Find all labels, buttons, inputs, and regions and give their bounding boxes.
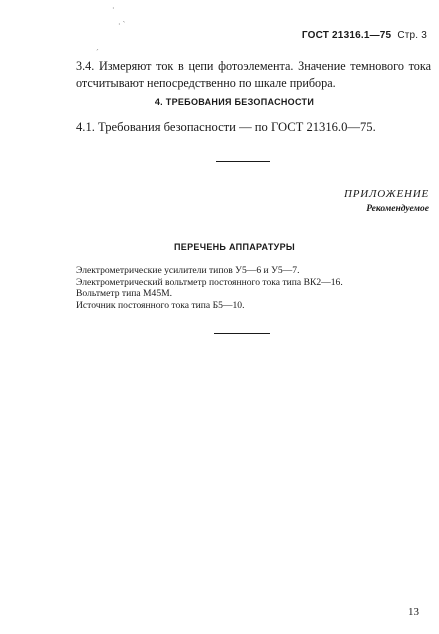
list-item: Электрометрический вольтметр постоянного тока типа ВК2—16. — [76, 276, 343, 288]
page-label: Стр. 3 — [397, 30, 427, 41]
appendix-status: Рекомендуемое — [366, 204, 429, 214]
paragraph-3-4: 3.4. Измеряют ток в цепи фотоэлемента. Значение темнового тока отсчитывают непосредственно по шкале прибора. — [76, 59, 431, 90]
margin-mark: · — [112, 4, 115, 13]
appendix-title: ПРИЛОЖЕНИЕ — [344, 188, 429, 200]
margin-mark: ˊ — [96, 48, 99, 57]
list-item: Электрометрические усилители типов У5—6 и У5—7. — [76, 265, 300, 276]
equipment-list-title: ПЕРЕЧЕНЬ АППАРАТУРЫ — [174, 242, 295, 252]
standard-number: ГОСТ 21316.1—75 — [301, 30, 392, 41]
margin-mark: · ˋ — [118, 20, 126, 29]
page-header — [302, 30, 427, 41]
paragraph-4-1: 4.1. Требования безопасности — по ГОСТ 21316.0—75. — [76, 120, 376, 134]
equipment-list — [76, 265, 343, 311]
section-title-safety: 4. ТРЕБОВАНИЯ БЕЗОПАСНОСТИ — [154, 97, 315, 107]
page-number: 13 — [408, 606, 419, 618]
list-item: Вольтметр типа М45М. — [76, 288, 173, 299]
divider — [214, 333, 270, 334]
list-item: Источник постоянного тока типа Б5—10. — [76, 299, 245, 311]
divider — [216, 161, 270, 162]
